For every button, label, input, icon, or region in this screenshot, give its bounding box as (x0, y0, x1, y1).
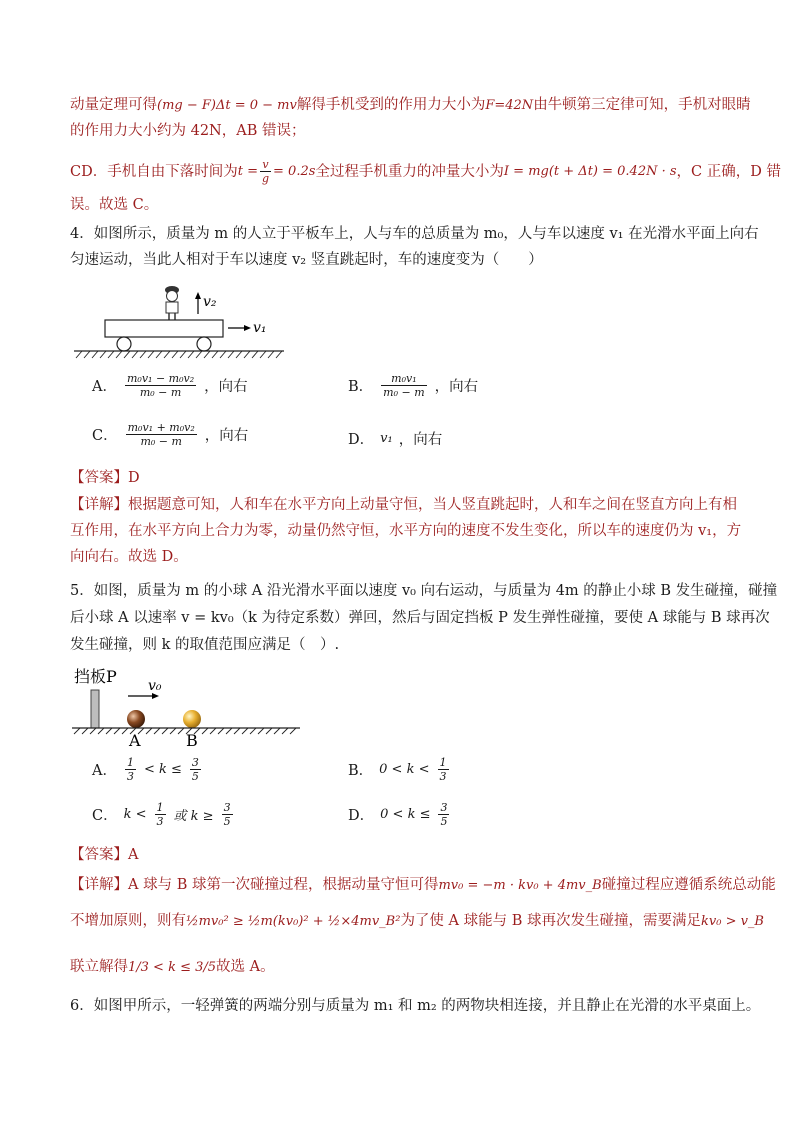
q4-detail-line-2: 互作用，在水平方向上合力为零，动量仍然守恒，水平方向的速度不发生变化，所以车的速度仍为 v₁，方 (70, 523, 742, 539)
q5-detail-line-1: 【详解】A 球与 B 球第一次碰撞过程，根据动量守恒可得mv₀ = −m · kv₀ + 4mv_B碰撞过程应遵循系统总动能 (70, 877, 776, 893)
q5-answer: 【答案】A (70, 847, 139, 863)
ball-a-label: A (129, 731, 141, 750)
v1-label: v₁ (253, 320, 267, 336)
q3-line-3: CD．手机自由下落时间为 t = $\frac{v}{g}$ = 0.2s 全过程手机重力的冲量大小为 I = mg(t + Δt) = 0.42N · s ，C 正确，D 错 (70, 158, 781, 185)
q3-line-4: 误。故选 C。 (70, 197, 159, 213)
barrier-p (91, 690, 99, 728)
q4-stem-line-1: 4．如图所示，质量为 m 的人立于平板车上，人与车的总质量为 m₀，人与车以速度 v₁ 在光滑水平面上向右 (70, 226, 759, 242)
q5-stem-line-3: 发生碰撞，则 k 的取值范围应满足（ ）. (70, 637, 340, 653)
q6-stem-line-1: 6．如图甲所示，一轻弹簧的两端分别与质量为 m₁ 和 m₂ 的两物块相连接，并且静止在光滑的水平桌面上。 (70, 998, 761, 1014)
q4-detail-line-3: 向向右。故选 D。 (70, 549, 188, 565)
q5-detail-line-3: 联立解得1/3 < k ≤ 3/5故选 A。 (70, 959, 275, 975)
q4-figure-cart (70, 278, 290, 360)
cart-wheel (197, 337, 211, 351)
v0-label: v₀ (148, 678, 162, 694)
q4-stem-line-2: 匀速运动，当此人相对于车以速度 v₂ 竖直跳起时，车的速度变为（ ） (70, 252, 543, 268)
q5-stem-line-1: 5．如图，质量为 m 的小球 A 沿光滑水平面以速度 v₀ 向右运动，与质量为 4m 的静止小球 B 发生碰撞，碰撞 (70, 583, 778, 599)
q5-option-a[interactable]: A． $\frac{1}{3}$ < k ≤ $\frac{3}{5}$ (92, 756, 199, 783)
q4-option-a[interactable]: A． $\frac{\text{m₀v₁ − m₀v₂}}{\text{m₀ − m}}$ ，向右 (92, 372, 248, 399)
cart-wheel (117, 337, 131, 351)
cart-platform (105, 320, 223, 337)
q4-option-c[interactable]: C． $\frac{\text{m₀v₁ + m₀v₂}}{\text{m₀ − m}}$ ，向右 (92, 421, 249, 448)
q4-option-b[interactable]: B． $\frac{\text{m₀v₁}}{\text{m₀ − m}}$ ，向右 (348, 372, 479, 399)
q3-line-1: 动量定理可得(mg − F)Δt = 0 − mv解得手机受到的作用力大小为F=42N由牛顿第三定律可知，手机对眼睛 (70, 97, 751, 113)
q5-stem-line-2: 后小球 A 以速率 v = kv₀（k 为待定系数）弹回，然后与固定挡板 P 发生弹性碰撞，要使 A 球能与 B 球再次 (70, 610, 770, 626)
person-figure (165, 286, 179, 320)
ball-b (183, 710, 201, 728)
q3-line-2: 的作用力大小约为 42N，AB 错误； (70, 123, 306, 139)
q5-option-b[interactable]: B． 0 < k < $\frac{1}{3}$ (348, 756, 447, 783)
q5-option-c[interactable]: C． k < $\frac{1}{3}$ 或 k ≥ $\frac{3}{5}$ (92, 801, 231, 828)
ball-b-label: B (186, 731, 198, 750)
ball-a (127, 710, 145, 728)
q4-detail-line-1: 【详解】根据题意可知，人和车在水平方向上动量守恒，当人竖直跳起时，人和车之间在竖直方向上有相 (70, 497, 737, 513)
q5-detail-line-2: 不增加原则，则有½mv₀² ≥ ½m(kv₀)² + ½×4mv_B²为了使 A 球能与 B 球再次发生碰撞，需要满足kv₀ > v_B (70, 913, 764, 929)
q4-answer: 【答案】D (70, 470, 140, 486)
q5-option-d[interactable]: D． 0 < k ≤ $\frac{3}{5}$ (348, 801, 448, 828)
v2-label: v₂ (203, 294, 217, 310)
q4-option-d[interactable]: D． v₁ ，向右 (348, 431, 443, 448)
barrier-p-label: 挡板P (74, 667, 117, 686)
q5-figure-collision (70, 664, 310, 750)
